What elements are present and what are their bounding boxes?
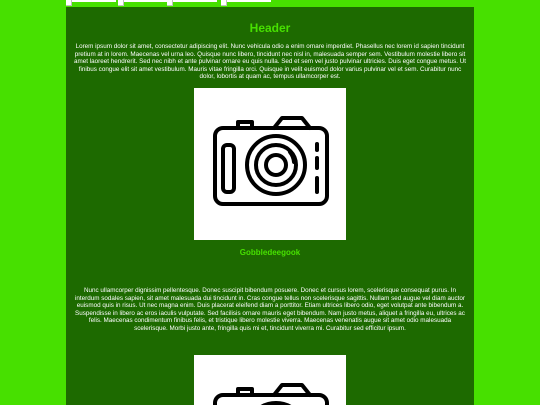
broken-image-icon xyxy=(118,0,124,6)
image-caption: Gobbledeegook xyxy=(239,247,301,257)
camera-icon xyxy=(194,88,346,240)
content-panel xyxy=(66,7,474,405)
camera-image xyxy=(194,88,346,240)
page-header: Header xyxy=(249,21,291,35)
body-paragraph: Nunc ullamcorper dignissim pellentesque. Donec suscipit bibendum posuere. Donec et cursus lorem, scelerisque consequat purus. In interdum sodales sapien, sit amet malesuada dui tincidunt in. Cras congue tellus non scelerisque sagittis. Nullam sed augue vel diam auctor euismod quis in risus. Ut nec magna enim. Duis placerat eleifend diam a porttitor. Etiam ultrices libero odio, eget volutpat ante bibendum a. Suspendisse in libero ac eros iaculis vulputate. Sed facilisis ornare mauris eget bibendum. Nam justo metus, aliquet a fringilla eu, ultrices ac felis. Maecenas condimentum finibus felis, et tristique libero molestie viverra. Maecenas venenatis augue sit amet odio malesuada scelerisque. Morbi justo ante, fringilla quis mi et, tincidunt viverra mi. Curabitur sed efficitur ipsum. xyxy=(75,286,465,332)
broken-image-icon xyxy=(66,0,72,6)
camera-image-2 xyxy=(194,355,346,405)
broken-image-icon xyxy=(167,0,173,6)
camera-icon xyxy=(194,355,346,405)
top-image-strip xyxy=(0,0,540,7)
broken-image-icon xyxy=(221,0,227,6)
intro-paragraph: Lorem ipsum dolor sit amet, consectetur adipiscing elit. Nunc vehicula odio a enim ornare imperdiet. Phasellus nec lorem id sapien tincidunt pretium at in lorem. Maecenas vel urna leo. Quisque nunc libero, tincidunt nec nisl in, malesuada semper sem. Vestibulum molestie libero sit amet laoreet hendrerit. Sed nec nibh et ante pulvinar ornare eu quis nulla. Sed et sem vel justo pulvinar ultricies. Duis eget congue metus. Ut finibus congue elit sit amet vestibulum. Mauris vitae fringilla orci. Quisque in velit euismod dolor varius pulvinar vel et sem. Curabitur nunc dolor, lobortis at quam ac, tempus ullamcorper est. xyxy=(73,43,467,81)
